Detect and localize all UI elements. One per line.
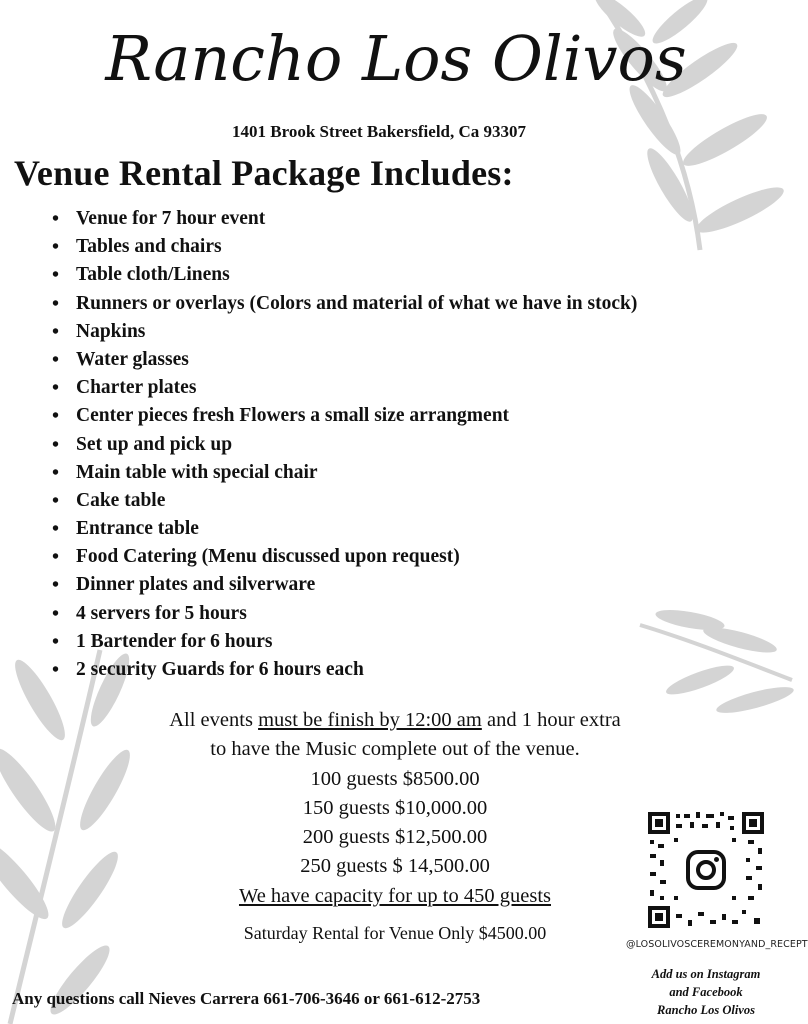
qr-code-graphic bbox=[646, 810, 766, 930]
price-line: 150 guests $10,000.00 bbox=[302, 797, 488, 819]
policy-emphasis: must be finish by 12:00 am bbox=[258, 709, 482, 731]
list-item: • Venue for 7 hour event bbox=[52, 205, 637, 233]
list-item: • Runners or overlays (Colors and material of what we have in stock) bbox=[52, 290, 637, 318]
list-item: • Set up and pick up bbox=[52, 431, 637, 459]
list-item: • Charter plates bbox=[52, 374, 637, 402]
list-item: • Napkins bbox=[52, 318, 637, 346]
social-line-3: Rancho Los Olivos bbox=[657, 1003, 755, 1017]
list-item: • Entrance table bbox=[52, 515, 637, 543]
list-item: • Cake table bbox=[52, 487, 637, 515]
instagram-handle: @LOSOLIVOSCEREMONYAND_RECEPT bbox=[626, 939, 808, 950]
policy-post: and 1 hour extra bbox=[481, 709, 621, 731]
social-callout bbox=[628, 965, 784, 1019]
capacity-note: We have capacity for up to 450 guests bbox=[238, 885, 551, 907]
policy-line-1 bbox=[100, 709, 690, 732]
social-line-1: Add us on Instagram bbox=[651, 967, 761, 981]
list-item: • Food Catering (Menu discussed upon request) bbox=[52, 543, 637, 571]
qr-code[interactable] bbox=[646, 810, 766, 930]
saturday-rental: Saturday Rental for Venue Only $4500.00 bbox=[243, 923, 547, 943]
package-items-list bbox=[52, 205, 637, 684]
list-item: • Main table with special chair bbox=[52, 459, 637, 487]
package-heading: Venue Rental Package Includes: bbox=[14, 153, 514, 193]
venue-title-script bbox=[105, 2, 687, 112]
policy-line-2: to have the Music complete out of the venue. bbox=[210, 738, 580, 760]
price-line: 250 guests $ 14,500.00 bbox=[300, 855, 490, 877]
list-item: • Center pieces fresh Flowers a small size arrangment bbox=[52, 402, 637, 430]
price-line: 100 guests $8500.00 bbox=[310, 768, 480, 790]
list-item: • Dinner plates and silverware bbox=[52, 571, 637, 599]
social-line-2: and Facebook bbox=[669, 985, 743, 999]
policy-pre: All events bbox=[169, 709, 259, 731]
list-item: • Tables and chairs bbox=[52, 233, 637, 261]
list-item: • Table cloth/Linens bbox=[52, 261, 637, 289]
list-item: • Water glasses bbox=[52, 346, 637, 374]
contact-info: Any questions call Nieves Carrera 661-706-3646 or 661-612-2753 bbox=[12, 989, 481, 1008]
list-item: • 1 Bartender for 6 hours bbox=[52, 628, 637, 656]
venue-address: 1401 Brook Street Bakersfield, Ca 93307 bbox=[232, 122, 527, 141]
list-item: • 4 servers for 5 hours bbox=[52, 600, 637, 628]
svg-text:Rancho Los Olivos: Rancho Los Olivos bbox=[105, 22, 687, 95]
list-item: • 2 security Guards for 6 hours each bbox=[52, 656, 637, 684]
price-line: 200 guests $12,500.00 bbox=[302, 826, 488, 848]
venue-title bbox=[0, 2, 792, 112]
